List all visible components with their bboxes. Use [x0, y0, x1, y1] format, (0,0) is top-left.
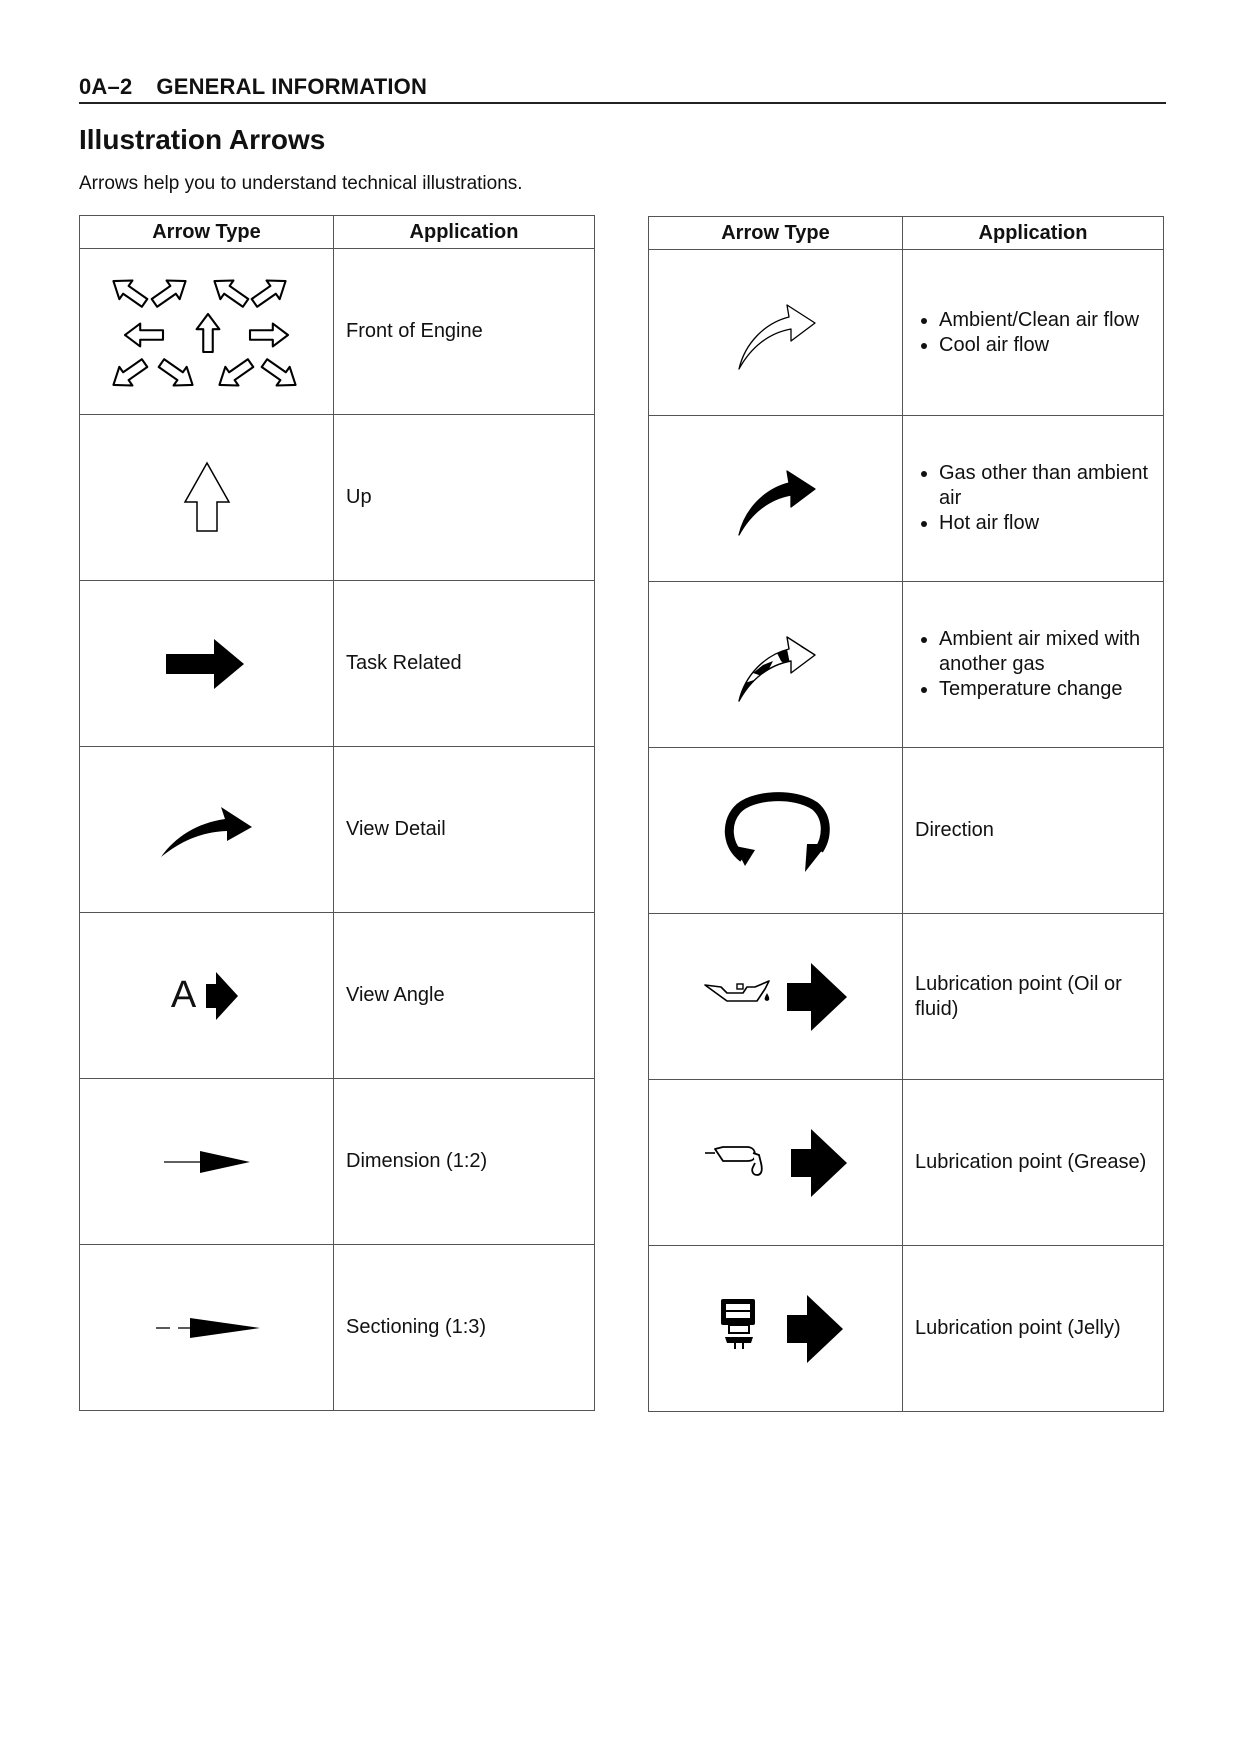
page-number: 0A–2 [79, 74, 133, 99]
grease-gun-arrow-icon [701, 1123, 851, 1203]
view-detail-arrow-icon [157, 797, 257, 862]
application-list [915, 627, 1157, 702]
application-cell: Task Related [334, 581, 595, 747]
oil-can-arrow-icon [701, 957, 851, 1037]
view-angle-label: A [170, 974, 197, 1016]
application-cell: View Angle [334, 913, 595, 1079]
application-cell: View Detail [334, 747, 595, 913]
column-header-type: Arrow Type [649, 217, 903, 250]
arrow-cell [80, 1079, 334, 1245]
section-title: GENERAL INFORMATION [156, 74, 428, 99]
application-cell: Front of Engine [334, 249, 595, 415]
view-angle-arrow-icon [202, 968, 242, 1024]
column-header-application: Application [334, 216, 595, 249]
arrow-table-left [79, 215, 595, 1411]
list-item: • Ambient/Clean air flow [939, 308, 1157, 333]
application-cell [903, 582, 1164, 748]
table-row [80, 1079, 595, 1245]
clean-air-flow-arrow-icon [731, 293, 821, 373]
table-row [80, 1245, 595, 1411]
application-cell: Direction [903, 748, 1164, 914]
arrow-cell [649, 250, 903, 416]
table-row [80, 581, 595, 747]
table-header-row [80, 216, 595, 249]
mixed-gas-arrow-icon [731, 625, 821, 705]
arrow-cell [649, 1080, 903, 1246]
column-header-type: Arrow Type [80, 216, 334, 249]
list-item: • Cool air flow [939, 333, 1157, 358]
arrow-cell [80, 747, 334, 913]
table-row [649, 416, 1164, 582]
arrow-cell [649, 1246, 903, 1412]
table-header-row [649, 217, 1164, 250]
application-cell: Lubrication point (Oil or fluid) [903, 914, 1164, 1080]
column-header-application: Application [903, 217, 1164, 250]
direction-arrow-icon [721, 786, 831, 876]
table-row [80, 747, 595, 913]
arrow-table-right [648, 216, 1164, 1412]
list-item: • Temperature change [939, 677, 1157, 702]
application-cell: Sectioning (1:3) [334, 1245, 595, 1411]
task-related-arrow-icon [162, 634, 252, 694]
application-cell [903, 416, 1164, 582]
list-item: • Gas other than ambient air [939, 461, 1157, 511]
table-row [649, 250, 1164, 416]
arrow-cell [649, 416, 903, 582]
table-row [80, 415, 595, 581]
arrow-cell [80, 1245, 334, 1411]
list-item: • Ambient air mixed with another gas [939, 627, 1157, 677]
sectioning-arrow-icon [152, 1313, 262, 1343]
arrow-cell [80, 249, 334, 415]
arrow-cell [80, 581, 334, 747]
jelly-tube-arrow-icon [701, 1289, 851, 1369]
application-cell: Dimension (1:2) [334, 1079, 595, 1245]
list-item: • Hot air flow [939, 511, 1157, 536]
table-row [649, 748, 1164, 914]
dimension-arrow-icon [162, 1147, 252, 1177]
application-cell: Up [334, 415, 595, 581]
application-cell: Lubrication point (Jelly) [903, 1246, 1164, 1412]
arrow-cell [649, 914, 903, 1080]
table-row [80, 913, 595, 1079]
table-row [649, 1080, 1164, 1246]
front-of-engine-arrows-icon [107, 267, 307, 397]
application-cell [903, 250, 1164, 416]
up-arrow-icon [177, 458, 237, 538]
table-row [649, 914, 1164, 1080]
arrow-cell [649, 582, 903, 748]
arrow-cell [80, 415, 334, 581]
application-cell: Lubrication point (Grease) [903, 1080, 1164, 1246]
arrow-cell [80, 913, 334, 1079]
table-row [80, 249, 595, 415]
table-row [649, 1246, 1164, 1412]
application-list [915, 308, 1157, 358]
arrow-cell [649, 748, 903, 914]
hot-air-flow-arrow-icon [731, 459, 821, 539]
application-list [915, 461, 1157, 536]
intro-text: Arrows help you to understand technical illustrations. [79, 173, 523, 194]
table-row [649, 582, 1164, 748]
page-title: Illustration Arrows [79, 124, 326, 155]
page-header [79, 74, 1166, 104]
